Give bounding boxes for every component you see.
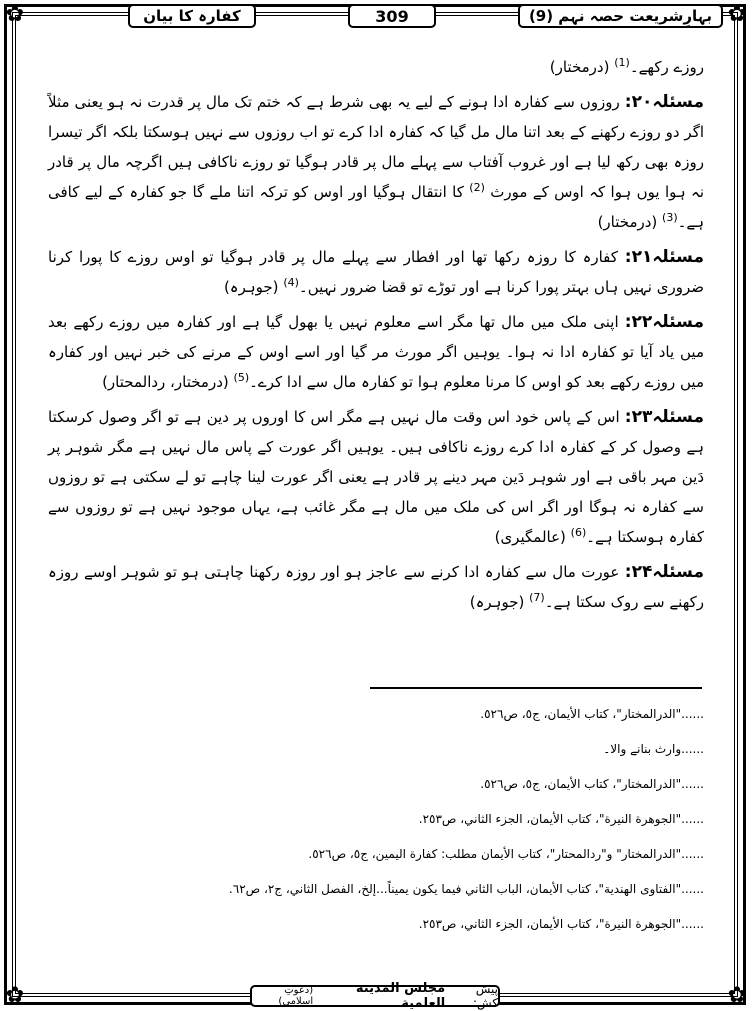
masala-label: مسئلہ۲۲: xyxy=(624,312,704,332)
chapter-title: کفارہ کا بیان xyxy=(128,4,256,28)
page-header xyxy=(30,4,722,30)
paragraph xyxy=(48,307,704,397)
main-text xyxy=(48,52,704,622)
footnotes xyxy=(200,700,704,945)
footnote-item: ......"الدرالمختار"، كتاب الأيمان، ج٥، ص٥٢٦. xyxy=(480,707,704,721)
paragraph-text: کا انتقال ہوگیا اور اوس کو ترکہ اتنا ملے گا جو کفارہ کے لیے کافی ہے۔ xyxy=(48,183,704,231)
footnote-item: ......"الفتاوى الهندية"، كتاب الأيمان، الباب الثاني فيما يكون يميناً...إلخ، الفصل الثاني، ج٢، ص٦٢. xyxy=(228,882,704,896)
footnote-divider xyxy=(370,687,702,689)
footnote-ref[interactable]: (7) xyxy=(529,591,545,604)
footnote-item: ......"الجوهرة النيرة"، كتاب الأيمان، الجزء الثاني، ص٢٥٣. xyxy=(418,917,704,931)
footnote-ref[interactable]: (4) xyxy=(283,276,299,289)
corner-ornament-icon: ✿ xyxy=(5,2,25,27)
footnote-ref[interactable]: (2) xyxy=(469,181,485,194)
corner-ornament-icon: ✿ xyxy=(727,2,747,27)
masala-label: مسئلہ۲۳: xyxy=(624,407,704,427)
footnote-ref[interactable]: (3) xyxy=(662,211,678,224)
source-citation: (عالمگیری) xyxy=(494,528,566,546)
paragraph xyxy=(48,557,704,617)
footnote-item: ......وارث بنانے والا۔ xyxy=(603,742,704,756)
paragraph xyxy=(48,87,704,237)
organization-sub: (دعوتِ اسلامی) xyxy=(278,985,314,1007)
organization-name: مجلس المدينة العلمية xyxy=(355,981,446,1011)
corner-ornament-icon: ✿ xyxy=(5,983,25,1008)
source-citation: (جوہرہ) xyxy=(469,593,525,611)
book-title: بہارِشریعت حصہ نہم (9) xyxy=(518,4,723,28)
paragraph xyxy=(48,242,704,302)
footnote-ref[interactable]: (5) xyxy=(233,371,250,384)
page-number: 309 xyxy=(348,4,436,28)
footnote-item: ......"الدرالمختار"، كتاب الأيمان، ج٥، ص٥٢٦. xyxy=(480,777,704,791)
paragraph-text: اپنی ملک میں مال تھا مگر اسے معلوم نہیں یا بھول گیا ہے اور کفارہ میں روزے رکھے بعد میں یاد آیا تو کفارہ ادا نہ ہوا۔ یوہیں اگر مورث مر گیا اور اسے اوس کے مرنے کی خبر نہیں اور کفارہ میں روزے رکھے بعد کو اوس کا مرنا معلوم ہوا تو کفارہ مال سے ادا کرے۔ xyxy=(48,313,704,391)
paragraph-text: عورت مال سے کفارہ ادا کرنے سے عاجز ہو اور روزہ رکھنا چاہتی ہو تو شوہر اوسے روزہ رکھنے سے روک سکتا ہے۔ xyxy=(48,563,704,611)
paragraph-text: اس کے پاس خود اس وقت مال نہیں ہے مگر اس کا اوروں پر دین ہے تو اگر وصول کرسکتا ہے وصول کر کے کفارہ ادا کرے روزے ناکافی ہیں۔ یوہیں اگر عورت کے پاس مال نہیں ہے مگر شوہر پر دَین مہر باقی ہے اور شوہر دَین مہر دینے پر قادر ہے یعنی اگر عورت لینا چاہے تو لے سکتی ہے تو روزوں سے کفارہ نہ ہوگا اور اگر اس کی ملک میں مال ہے مگر غائب ہے، یہاں موجود نہیں ہے تو روزوں سے کفارہ ہوسکتا ہے۔ xyxy=(48,408,704,546)
footnote-item: ......"الجوهرة النيرة"، كتاب الأيمان، الجزء الثاني، ص٢٥٣. xyxy=(418,812,704,826)
paragraph-text: روزے رکھے۔ xyxy=(629,58,704,76)
source-citation: (درمختار) xyxy=(597,213,658,231)
masala-label: مسئلہ۲۱: xyxy=(624,247,704,267)
footnote-ref[interactable]: (1) xyxy=(614,56,630,69)
masala-label: مسئلہ۲۰: xyxy=(624,92,704,112)
masala-label: مسئلہ۲۴: xyxy=(624,562,704,582)
source-citation: (جوہرہ) xyxy=(223,278,279,296)
source-citation: (درمختار، ردالمحتار) xyxy=(102,373,229,391)
page-footer xyxy=(250,981,500,1011)
paragraph xyxy=(48,402,704,552)
footnote-item: ......"الدرالمختار" و"ردالمحتار"، كتاب الأيمان مطلب: كفارة اليمين، ج٥، ص٥٢٦. xyxy=(308,847,704,861)
paragraph-text: روزوں سے کفارہ ادا ہونے کے لیے یہ بھی شرط ہے کہ ختم تک مال پر قدرت نہ ہو یعنی مثلاً اگر دو روزے رکھنے کے بعد اتنا مال مل گیا کہ کفارہ ادا کرے تو اب روزوں سے نہیں ہوسکتا بلکہ اگر تیسرا روزہ بھی رکھ لیا ہے اور غروب آفتاب سے پہلے مال پر قادر ہوگیا تو روزے ناکافی ہیں اگرچہ مال پر قادر نہ ہوا یوں ہوا کہ اوس کے مورث xyxy=(48,93,704,201)
presented-by-label: پیش کش: xyxy=(472,982,498,1010)
corner-ornament-icon: ✿ xyxy=(727,983,747,1008)
footnote-ref[interactable]: (6) xyxy=(570,526,587,539)
source-citation: (درمختار) xyxy=(549,58,610,76)
paragraph-text: کفارہ کا روزہ رکھا تھا اور افطار سے پہلے مال پر قادر ہوگیا تو اوس روزے کا پورا کرنا ضروری نہیں ہاں بہتر پورا کرنا ہے اور توڑے تو قضا ضرور نہیں۔ xyxy=(48,248,704,296)
paragraph xyxy=(48,52,704,82)
